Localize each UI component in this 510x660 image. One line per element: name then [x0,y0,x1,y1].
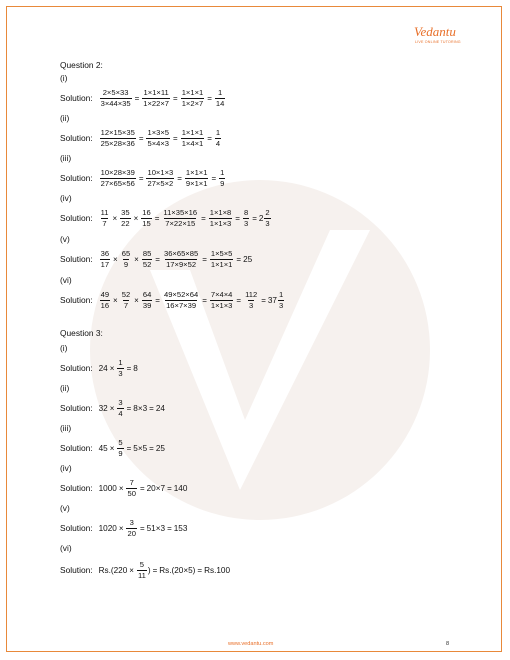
fraction-denominator: 3 [278,300,284,310]
q3-part-label: (iii) [60,423,72,433]
fraction-denominator: 11 [137,570,146,580]
q2-solution-row [60,206,272,230]
solution-label: Solution: [60,295,93,305]
math-term: 45 [98,443,108,453]
math-term: 8×3 [133,403,148,413]
fraction-numerator: 3 [118,397,123,407]
q3-solution-row [60,476,187,500]
q2-part-label: (v) [60,234,70,244]
q3-part-label: (iv) [60,463,72,473]
solution-label: Solution: [60,565,93,575]
fraction [181,129,205,147]
fraction-denominator: 4 [215,138,221,148]
q2-solution-row [60,288,285,312]
fraction-numerator: 2×5×33 [102,87,129,97]
fraction-denominator: 1×1×3 [210,300,233,310]
fraction [215,89,225,107]
solution-expression [99,479,188,497]
fraction-denominator: 7×22×15 [165,218,196,228]
solution-expression [99,359,138,377]
q2-heading: Question 2: [60,60,103,70]
solution-label: Solution: [60,133,93,143]
fraction [120,209,130,227]
fraction-denominator: 22 [121,218,130,228]
q2-part-label: (vi) [60,275,72,285]
math-operator: = [154,213,160,223]
fraction-numerator: 10×28×39 [100,167,135,177]
fraction [126,479,136,497]
math-operator: = [155,254,160,264]
math-term: 5×5 [133,443,148,453]
fraction [137,561,147,579]
q2-solution-row [60,166,226,190]
fraction [100,129,136,147]
math-operator: = [261,295,266,305]
math-term: 153 [173,523,188,533]
logo-wordmark: Vedantu [414,24,456,39]
fraction-numerator: 52 [121,289,131,299]
math-term: 140 [173,483,188,493]
q3-part-label: (v) [60,503,70,513]
fraction-denominator: 14 [215,98,225,108]
fraction [209,209,233,227]
fraction-numerator: 11 [100,207,109,217]
fraction-denominator: 1×4×1 [181,138,204,148]
fraction-numerator: 1 [215,127,221,137]
fraction-numerator: 1×1×11 [143,87,169,97]
solution-label: Solution: [60,173,93,183]
solution-expression [99,250,253,268]
fraction-denominator: 27×5×2 [147,178,174,188]
math-operator: = [252,213,257,223]
fraction-numerator: 12×15×35 [100,127,135,137]
q2-solution-row [60,247,252,271]
solution-expression [99,519,188,537]
fraction [142,291,152,309]
math-operator: × [109,403,115,413]
math-operator: × [109,443,115,453]
math-operator: × [129,565,134,575]
fraction-denominator: 20 [127,528,136,538]
solution-expression [99,209,272,227]
fraction-denominator: 4 [118,408,123,418]
math-operator: = [211,173,217,183]
solution-label: Solution: [60,213,93,223]
solution-expression [99,399,165,417]
math-operator: = [236,295,242,305]
fraction-numerator: 65 [121,248,131,258]
math-operator: × [118,523,124,533]
math-operator: = [173,133,178,143]
q3-solution-row [60,558,230,582]
fraction [219,169,225,187]
fraction-denominator: 27×65×56 [100,178,135,188]
fraction [121,250,131,268]
fraction [181,89,205,107]
math-term: 51×3 [146,523,166,533]
fraction [185,169,209,187]
fraction-denominator: 25×28×36 [100,138,135,148]
math-term: 32 [98,403,108,413]
fraction [163,291,199,309]
math-operator: × [113,254,118,264]
solution-expression [99,129,223,147]
math-term: 24 [155,403,165,413]
fraction [100,169,136,187]
math-operator: = [149,443,154,453]
fraction-denominator: 17×9×52 [166,259,197,269]
math-term: Rs.(220 [98,565,128,575]
fraction-numerator: 1 [220,167,225,177]
math-operator: = [126,443,132,453]
fraction-numerator: 1×5×5 [210,248,233,258]
math-operator: × [112,213,118,223]
math-operator: = [173,93,178,103]
fraction-numerator: 1 [218,87,223,97]
math-operator: = [201,213,206,223]
fraction [117,439,123,457]
fraction-numerator: 8 [243,207,249,217]
fraction-numerator: 5 [118,437,123,447]
math-operator: = [177,173,182,183]
fraction [100,291,110,309]
math-operator: = [126,403,132,413]
math-operator: = [138,133,144,143]
math-operator: = [138,173,144,183]
solution-label: Solution: [60,523,93,533]
fraction [141,209,151,227]
fraction-numerator: 36×65×85 [163,248,199,258]
fraction [162,209,198,227]
math-operator: = [149,403,154,413]
math-term: 25 [243,254,253,264]
fraction-numerator: 1×1×8 [209,207,232,217]
fraction-numerator: 36 [100,248,110,258]
solution-label: Solution: [60,254,93,264]
fraction [100,209,110,227]
fraction [243,209,249,227]
fraction [264,209,270,227]
q3-solution-row [60,516,187,540]
fraction [126,519,136,537]
solution-label: Solution: [60,93,93,103]
fraction-denominator: 3 [118,368,123,378]
fraction [210,291,234,309]
fraction-denominator: 3×44×35 [100,98,131,108]
q2-part-label: (iv) [60,193,72,203]
fraction [121,291,131,309]
math-term: 2 [258,213,264,223]
fraction [244,291,258,309]
vedantu-logo [414,24,474,50]
math-term: Rs.(20×5) [159,565,196,575]
fraction-numerator: 1 [278,289,284,299]
math-operator: = [139,483,145,493]
fraction [100,89,132,107]
fraction-numerator: 35 [121,207,130,217]
solution-label: Solution: [60,443,93,453]
fraction [215,129,221,147]
fraction-denominator: 9 [123,259,129,269]
solution-expression [99,169,227,187]
math-operator: × [133,213,139,223]
math-operator: = [167,523,172,533]
math-operator: × [118,483,124,493]
q3-part-label: (i) [60,343,68,353]
math-operator: = [167,483,172,493]
math-operator: = [202,295,207,305]
q2-part-label: (i) [60,73,68,83]
fraction-denominator: 16 [100,300,110,310]
math-operator: = [235,213,240,223]
fraction-numerator: 49×52×64 [163,289,199,299]
fraction-denominator: 52 [142,259,152,269]
fraction [117,359,123,377]
fraction-numerator: 85 [142,248,152,258]
fraction-denominator: 9 [118,448,123,458]
solution-expression [99,89,227,107]
fraction-denominator: 1×1×1 [210,259,233,269]
math-term: Rs.100 [204,565,231,575]
fraction-numerator: 10×1×3 [147,167,174,177]
fraction-denominator: 7 [123,300,129,310]
solution-label: Solution: [60,363,93,373]
fraction-numerator: 7×4×4 [210,289,233,299]
fraction-denominator: 9 [220,178,225,188]
fraction-numerator: 2 [265,207,270,217]
q2-part-label: (iii) [60,153,72,163]
math-term: ) [147,565,151,575]
math-term: 37 [267,295,277,305]
solution-expression [99,291,286,309]
fraction-numerator: 1×3×5 [147,127,170,137]
solution-label: Solution: [60,403,93,413]
math-operator: = [207,133,212,143]
fraction [163,250,199,268]
fraction-numerator: 1 [118,357,123,367]
math-operator: = [139,523,145,533]
math-operator: = [236,254,242,264]
fraction [100,250,110,268]
math-operator: = [126,363,132,373]
fraction-denominator: 16×7×39 [166,300,197,310]
fraction-numerator: 16 [142,207,151,217]
fraction-denominator: 7 [102,218,107,228]
fraction-numerator: 1×1×1 [181,87,204,97]
fraction-denominator: 1×22×7 [143,98,170,108]
fraction-denominator: 5×4×3 [147,138,170,148]
math-term: 20×7 [146,483,166,493]
math-operator: = [207,93,212,103]
fraction [146,169,174,187]
fraction-denominator: 3 [265,218,270,228]
solution-expression [99,439,165,457]
fraction [142,250,152,268]
fraction [117,399,123,417]
fraction-numerator: 5 [139,559,144,569]
math-operator: × [134,254,139,264]
math-operator: = [197,565,203,575]
fraction-denominator: 50 [127,488,136,498]
fraction-denominator: 3 [243,218,249,228]
fraction-numerator: 49 [100,289,110,299]
solution-label: Solution: [60,483,93,493]
fraction-numerator: 1×1×1 [181,127,204,137]
fraction-denominator: 1×2×7 [181,98,204,108]
fraction-denominator: 17 [100,259,110,269]
math-term: 1000 [98,483,117,493]
q3-heading: Question 3: [60,328,103,338]
footer-url[interactable]: www.vedantu.com [228,641,274,647]
q3-solution-row [60,356,138,380]
math-operator: = [134,93,140,103]
math-operator: × [113,295,118,305]
fraction [142,89,170,107]
fraction [278,291,284,309]
math-term: 1020 [98,523,117,533]
q2-solution-row [60,86,226,110]
fraction-numerator: 3 [129,517,134,527]
math-term: 8 [133,363,138,373]
fraction-denominator: 15 [142,218,151,228]
fraction-numerator: 7 [129,477,134,487]
fraction-numerator: 64 [142,289,152,299]
math-term: 24 [98,363,108,373]
fraction-denominator: 3 [249,300,254,310]
math-operator: = [152,565,158,575]
math-operator: × [134,295,139,305]
solution-expression [99,561,230,579]
page-number: 8 [446,641,450,647]
fraction-denominator: 1×1×3 [209,218,232,228]
math-operator: = [202,254,207,264]
q3-part-label: (vi) [60,543,72,553]
fraction-numerator: 11×35×16 [163,207,198,217]
fraction [146,129,170,147]
q3-part-label: (ii) [60,383,70,393]
fraction-numerator: 1×1×1 [185,167,208,177]
math-term: 25 [155,443,165,453]
fraction-denominator: 39 [142,300,152,310]
fraction-denominator: 9×1×1 [185,178,208,188]
logo-tagline: LIVE ONLINE TUTORING [415,40,461,44]
fraction-numerator: 112 [245,289,258,299]
q3-solution-row [60,436,165,460]
q2-part-label: (ii) [60,113,70,123]
math-operator: × [109,363,115,373]
q2-solution-row [60,126,222,150]
fraction [210,250,234,268]
math-operator: = [155,295,160,305]
q3-solution-row [60,396,165,420]
